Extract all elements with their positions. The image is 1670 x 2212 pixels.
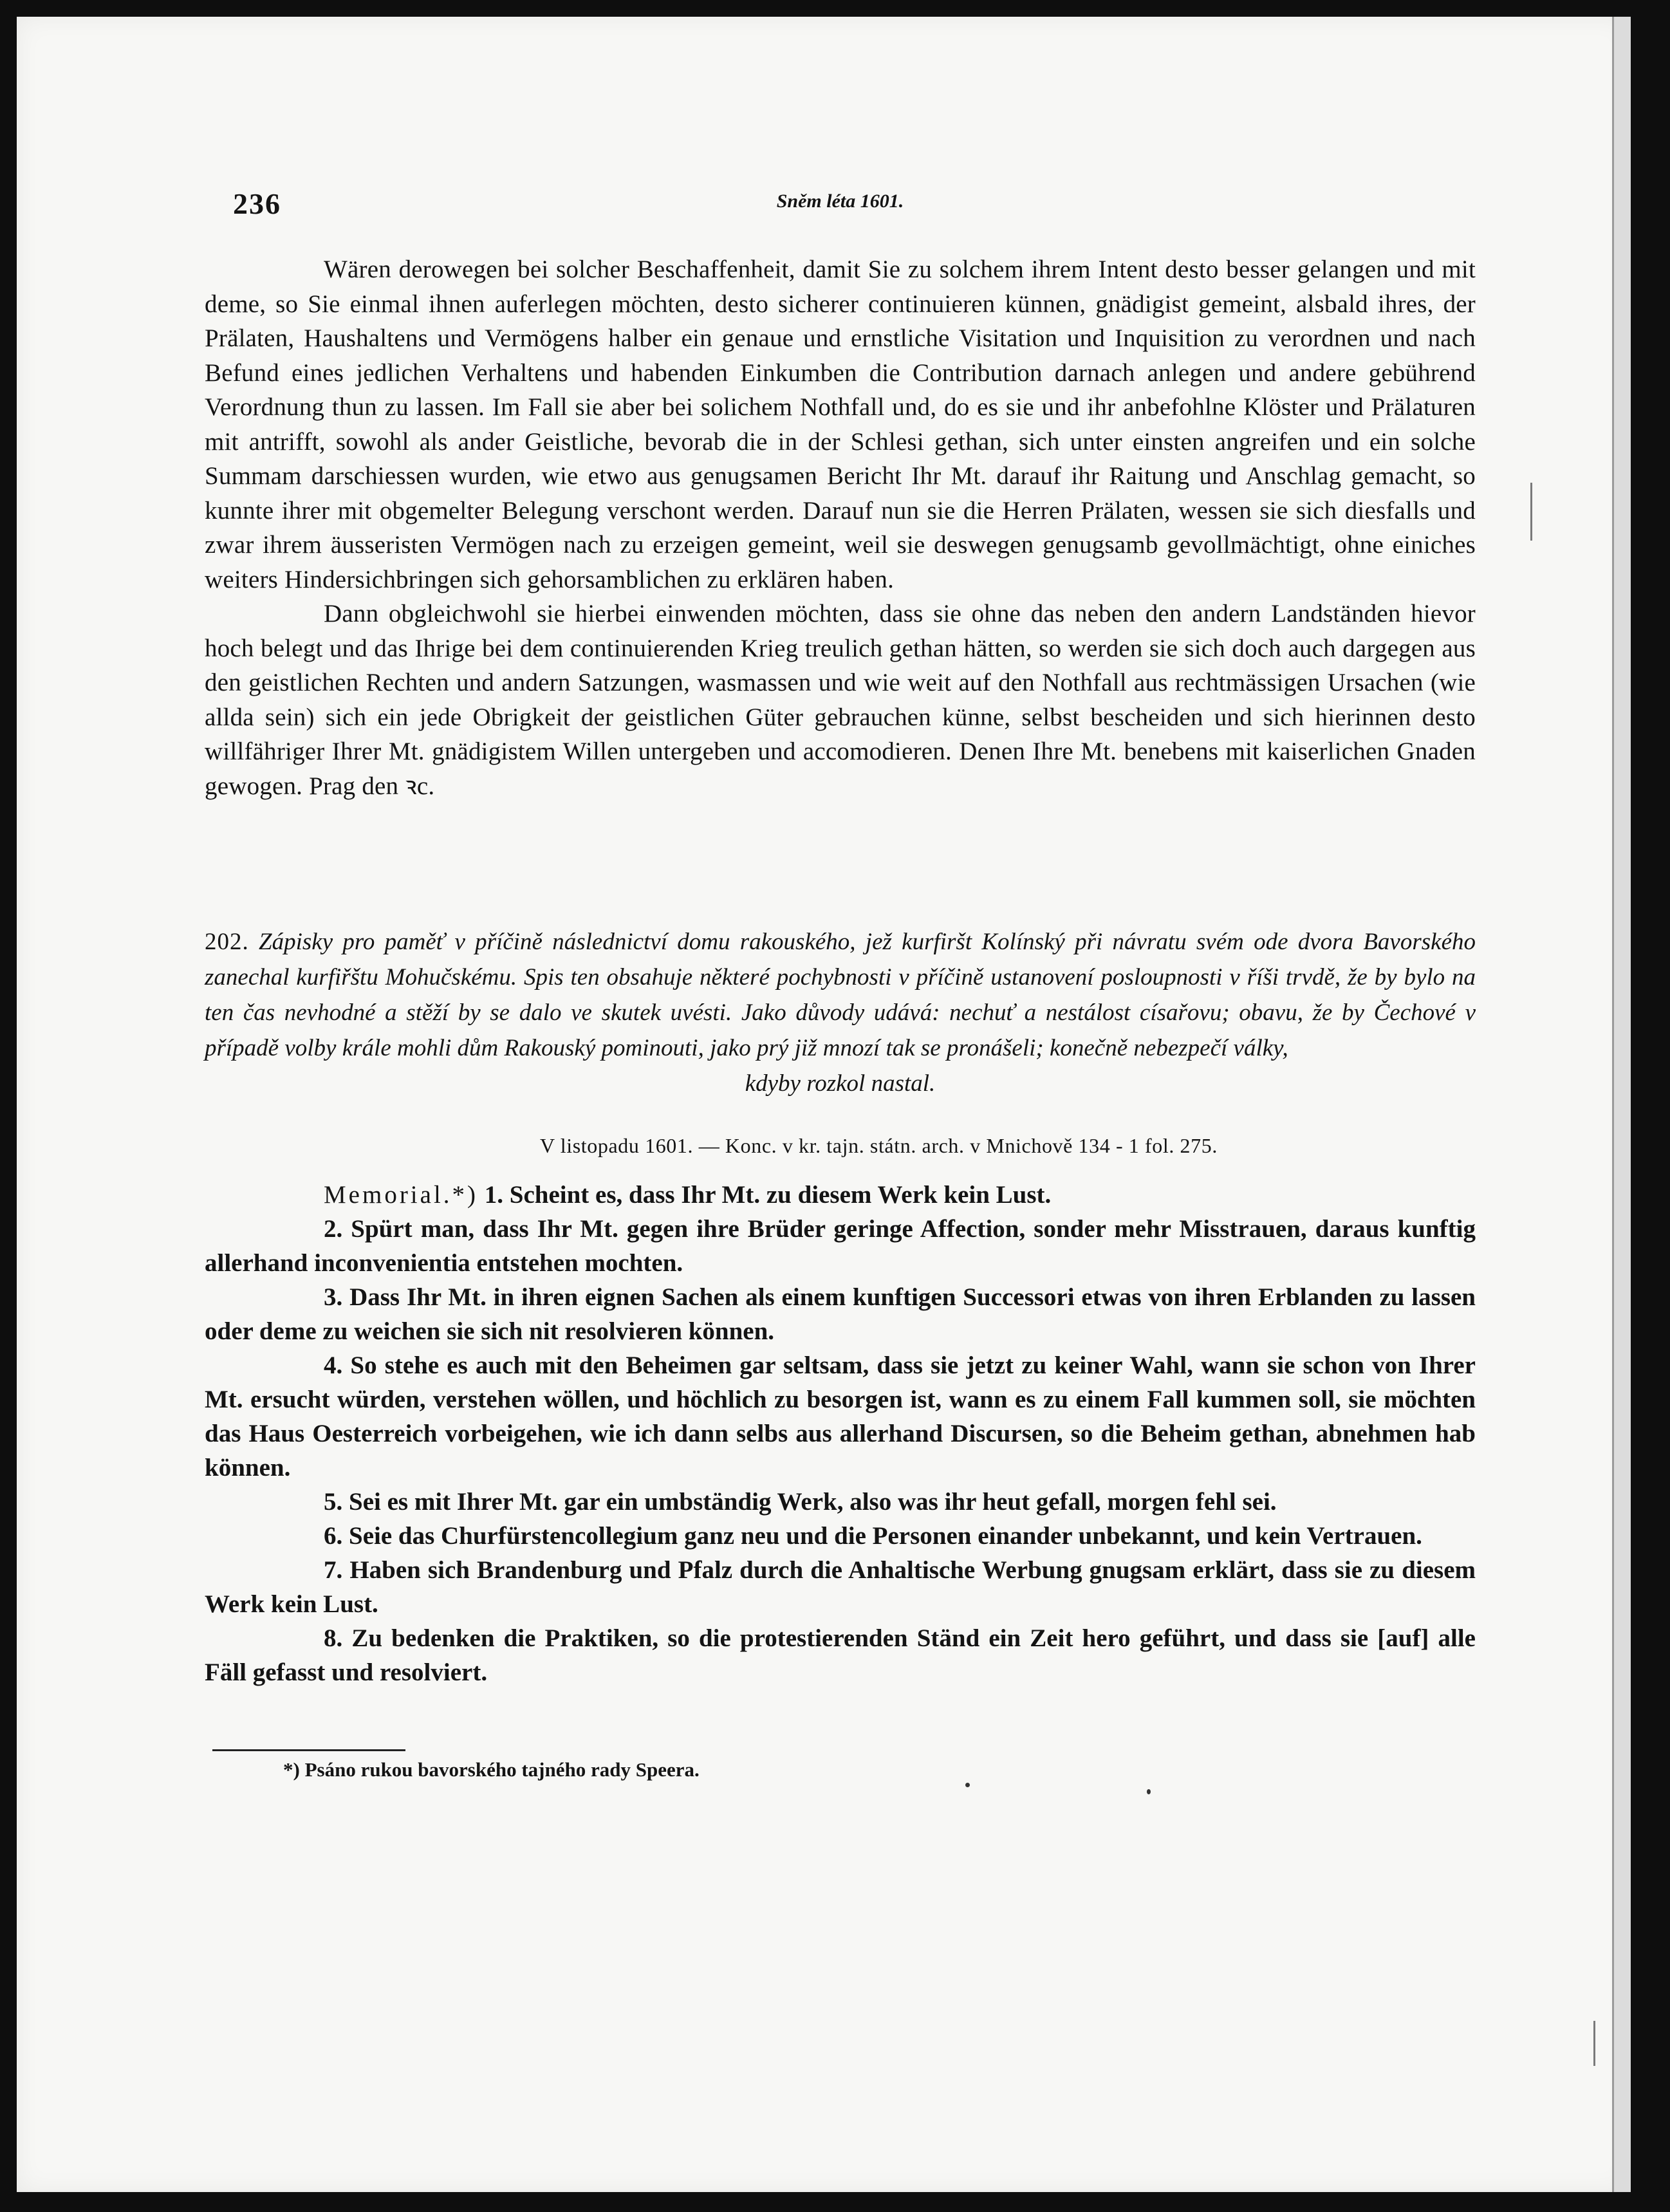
footnote-rule xyxy=(212,1749,405,1751)
regest-number: 202. xyxy=(205,929,249,955)
memorial-item-1 xyxy=(205,1178,1476,1212)
running-title: Sněm léta 1601. xyxy=(776,191,904,212)
memorial-item-7: 7. Haben sich Brandenburg und Pfalz durch die Anhaltische Werbung gnugsam erklärt, dass sie zu diesem Werk kein Lust. xyxy=(205,1556,1476,1618)
scan-speck xyxy=(1147,1789,1151,1794)
memorial-item-text: 1. Scheint es, dass Ihr Mt. zu diesem Werk kein Lust. xyxy=(484,1181,1052,1209)
footnote: *) Psáno rukou bavorského tajného rady Speera. xyxy=(283,1758,700,1781)
regest-body: Zápisky pro paměť v příčině následnictví domu rakouského, jež kurfiršt Kolínský při návratu svém ode dvora Bavorského zanechal kurfiřštu Mohučskému. Spis ten obsahuje některé pochybnosti v příčině ustanovení posloupnosti v říši trvdě, že by bylo na ten čas nevhodné a stěží by se dalo ve skutek uvésti. Jako důvody udává: nechuť a nestálost císařovu; obavu, že by Čechové v případě volby krále mohli dům Rakouský pominouti, jako prý již mnozí tak se pronášeli; konečně nebezpečí války, xyxy=(205,929,1476,1061)
page-number: 236 xyxy=(233,187,281,220)
memorial-item-8: 8. Zu bedenken die Praktiken, so die protestierenden Ständ ein Zeit hero geführt, und dass sie [auf] alle Fäll gefasst und resolviert. xyxy=(205,1624,1476,1686)
scan-edge-mark xyxy=(1593,2021,1595,2066)
memorial-item-4: 4. So stehe es auch mit den Beheimen gar seltsam, dass sie jetzt zu keiner Wahl, wann sie schon von Ihrer Mt. ersucht würden, verstehen wöllen, und höchlich zu besorgen ist, wann es zu einem Fall kummen soll, sie möchten das Haus Oesterreich vorbeigehen, wie ich dann selbs aus allerhand Discursen, so die Beheim gethan, abnehmen hab können. xyxy=(205,1352,1476,1482)
regest-last-line: kdyby rozkol nastal. xyxy=(745,1070,936,1097)
memorial-item-5: 5. Sei es mit Ihrer Mt. gar ein umbständig Werk, also was ihr heut gefall, morgen fehl sei. xyxy=(324,1488,1277,1516)
memorial-item-2: 2. Spürt man, dass Ihr Mt. gegen ihre Brüder geringe Affection, sonder mehr Misstrauen, daraus kunftig allerhand inconvenientia entstehen mochten. xyxy=(205,1215,1476,1277)
memorial-item-3: 3. Dass Ihr Mt. in ihren eignen Sachen als einem kunftigen Successori etwas von ihren Erblanden zu lassen oder deme zu weichen sie sich nit resolvieren können. xyxy=(205,1283,1476,1345)
regest-text xyxy=(205,924,1476,1066)
body-paragraph: Dann obgleichwohl sie hierbei einwenden möchten, dass sie ohne das neben den andern Landständen hievor hoch belegt und das Ihrige bei dem continuierenden Krieg treulich gethan hätten, so werden sie sich doch auch dargegen aus den geistlichen Rechten und andern Satzungen, wasmassen und wie weit auf den Nothfall aus rechtmässigen Ursachen (wie allda sein) sich ein jede Obrigkeit der geistlichen Güter gebrauchen künne, selbst bescheiden und sich hierinnen desto willfähriger Ihrer Mt. gnädigistem Willen untergeben und accomodieren. Denen Ihre Mt. benebens mit kaiserlichen Gnaden gewogen. Prag den ꝛc. xyxy=(205,600,1476,800)
body-paragraph: Wären derowegen bei solcher Beschaffenheit, damit Sie zu solchem ihrem Intent desto besser gelangen und mit deme, so Sie einmal ihnen auferlegen möchten, desto sicherer continuieren künnen, gnädigist gemeint, alsbald ihres, der Prälaten, Haushaltens und Vermögens halber ein genaue und ernstliche Visitation und Inquisition zu verordnen und nach Befund eines jedlichen Verhaltens und habenden Einkumben die Contribution darnach anlegen und andere gebührend Verordnung thun zu lassen. Im Fall sie aber bei solichem Nothfall und, do es sie und ihr anbefohlne Klöster und Prälaturen mit antrifft, sowohl als ander Geistliche, bevorab die in der Schlesi gethan, sich unter einsten angreifen und ein solche Summam darschiessen wurden, wie etwo aus genugsamen Bericht Ihr Mt. darauf ihr Raitung und Anschlag gemacht, so kunnte ihrer mit obgemelter Belegung verschont werden. Darauf nun sie die Herren Prälaten, wessen sie sich diesfalls und zwar ihrem äusseristen Vermögen nach zu erzeigen gemeint, weil sie deswegen genugsamb gevollmächtigt, ohne einiches weiters Hindersichbringen sich gehorsamblichen zu erklären haben. xyxy=(205,256,1476,593)
scan-speck xyxy=(965,1783,970,1787)
source-note: V listopadu 1601. — Konc. v kr. tajn. státn. arch. v Mnichově 134 - 1 fol. 275. xyxy=(540,1134,1218,1157)
memorial xyxy=(205,1178,1476,1689)
scan-edge-strip xyxy=(1612,17,1631,2192)
scan-edge-mark xyxy=(1530,483,1532,541)
memorial-heading: Memorial.*) xyxy=(324,1181,479,1209)
body-text xyxy=(205,252,1476,803)
regest xyxy=(205,924,1476,1101)
memorial-item-6: 6. Seie das Churfürstencollegium ganz neu und die Personen einander unbekannt, und kein Vertrauen. xyxy=(324,1522,1422,1550)
page-header xyxy=(205,174,1476,225)
